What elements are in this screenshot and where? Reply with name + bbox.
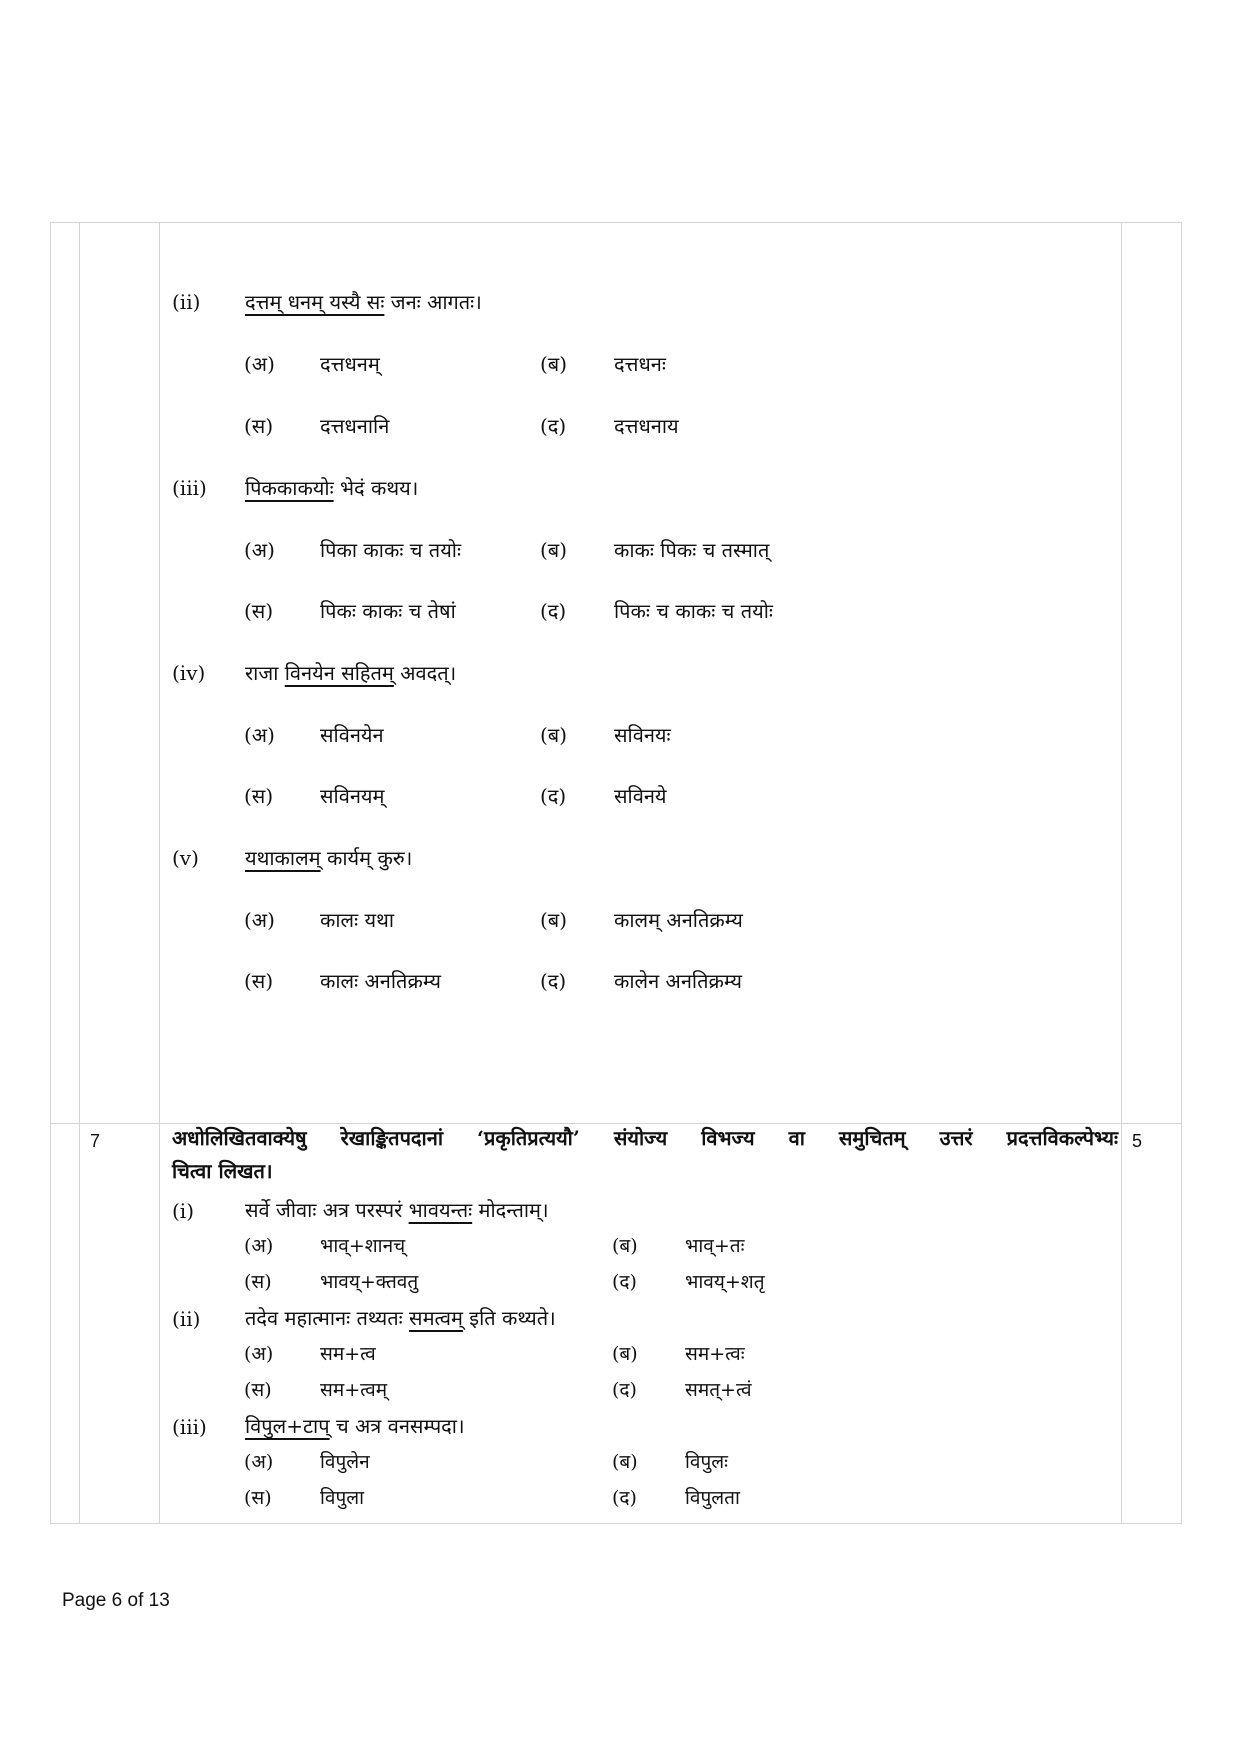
- page-number: Page 6 of 13: [62, 1590, 170, 1611]
- q6-item-sentence: दत्तम् धनम् यस्यै सः जनः आगतः।: [245, 290, 482, 314]
- option-label: (ब): [612, 1343, 638, 1365]
- option-text: सविनयेन: [320, 723, 384, 747]
- option-text: सम+त्व: [320, 1343, 376, 1365]
- option-text: भाव्+तः: [685, 1235, 745, 1257]
- q6-item-number: (v): [172, 846, 199, 870]
- option-label: (ब): [540, 908, 568, 932]
- option-text: सम+त्वः: [685, 1343, 745, 1365]
- option-label: (अ): [244, 1451, 274, 1473]
- option-label: (स): [244, 784, 274, 808]
- q6-item-number: (iii): [172, 476, 207, 500]
- option-text: सविनयः: [614, 723, 671, 747]
- option-text: काकः पिकः च तस्मात्: [614, 538, 770, 562]
- q7-item-number: (iii): [172, 1415, 207, 1439]
- option-text: कालेन अनतिक्रम्य: [614, 969, 742, 993]
- q7-item-sentence: तदेव महात्मानः तथ्यतः समत्वम् इति कथ्यते।: [245, 1306, 556, 1330]
- underlined-word: यथाकालम्: [245, 846, 321, 870]
- underlined-word: समत्वम्: [409, 1306, 463, 1330]
- q7-item-number: (i): [172, 1199, 195, 1223]
- option-label: (अ): [244, 352, 275, 376]
- option-label: (द): [540, 414, 567, 438]
- option-label: (ब): [540, 538, 568, 562]
- q6-item-sentence: राजा विनयेन सहितम् अवदत्।: [245, 661, 457, 685]
- option-label: (ब): [612, 1235, 638, 1257]
- underlined-word: भावयन्तः: [408, 1198, 473, 1222]
- option-text: पिका काकः च तयोः: [320, 538, 462, 562]
- option-text: सविनये: [614, 784, 667, 808]
- underlined-word: दत्तम् धनम् यस्यै सः: [245, 290, 385, 314]
- option-label: (ब): [612, 1451, 638, 1473]
- question-number: 7: [90, 1131, 101, 1151]
- q6-item-number: (iv): [172, 661, 206, 685]
- option-label: (स): [244, 969, 274, 993]
- option-text: पिकः च काकः च तयोः: [614, 599, 773, 623]
- option-label: (अ): [244, 538, 275, 562]
- q6-item-sentence: यथाकालम् कार्यम् कुरु।: [245, 846, 413, 870]
- option-text: विपुला: [320, 1487, 365, 1509]
- q7-item-number: (ii): [172, 1307, 201, 1331]
- question-marks: 5: [1132, 1131, 1143, 1151]
- option-text: विपुलेन: [320, 1451, 370, 1473]
- option-text: दत्तधनः: [614, 352, 666, 376]
- option-label: (ब): [540, 723, 568, 747]
- option-text: कालः अनतिक्रम्य: [320, 969, 441, 993]
- option-label: (स): [244, 1487, 272, 1509]
- q6-item-number: (ii): [172, 290, 201, 314]
- option-text: भाव्+शानच्: [320, 1235, 406, 1257]
- option-label: (अ): [244, 1343, 274, 1365]
- q6-item-sentence: पिककाकयोः भेदं कथय।: [245, 476, 419, 500]
- option-text: विपुलः: [685, 1451, 728, 1473]
- option-text: कालः यथा: [320, 908, 395, 932]
- option-label: (द): [540, 599, 567, 623]
- option-label: (द): [540, 784, 567, 808]
- q7-item-sentence: सर्वे जीवाः अत्र परस्परं भावयन्तः मोदन्ताम्।: [245, 1198, 549, 1222]
- table-divider: [79, 222, 80, 1524]
- option-label: (स): [244, 414, 274, 438]
- option-label: (ब): [540, 352, 568, 376]
- option-label: (द): [540, 969, 567, 993]
- table-divider: [1121, 222, 1122, 1524]
- option-text: पिकः काकः च तेषां: [320, 599, 456, 623]
- q7-item-sentence: विपुल+टाप् च अत्र वनसम्पदा।: [245, 1414, 465, 1438]
- option-label: (स): [244, 1379, 272, 1401]
- underlined-word: विनयेन सहितम्: [284, 661, 394, 685]
- option-label: (अ): [244, 908, 275, 932]
- option-text: सविनयम्: [320, 784, 385, 808]
- option-label: (द): [612, 1271, 637, 1293]
- option-label: (स): [244, 1271, 272, 1293]
- option-text: दत्तधनाय: [614, 414, 679, 438]
- option-label: (स): [244, 599, 274, 623]
- option-text: समत्+त्वं: [685, 1379, 752, 1401]
- option-text: दत्तधनानि: [320, 414, 390, 438]
- option-text: दत्तधनम्: [320, 352, 380, 376]
- option-label: (अ): [244, 1235, 274, 1257]
- option-text: भावय्+क्तवतु: [320, 1271, 419, 1293]
- option-text: कालम् अनतिक्रम्य: [614, 908, 743, 932]
- question-instruction: अधोलिखितवाक्येषु रेखाङ्कितपदानां ‘प्रकृतिप्रत्ययौ’ संयोज्य विभज्य वा समुचितम् उत्तरं प्रदत्तविकल्पेभ्यः: [172, 1126, 1118, 1150]
- option-text: विपुलता: [685, 1487, 740, 1509]
- option-text: भावय्+शतृ: [685, 1271, 765, 1293]
- option-label: (अ): [244, 723, 275, 747]
- option-text: सम+त्वम्: [320, 1379, 388, 1401]
- option-label: (द): [612, 1487, 637, 1509]
- underlined-word: पिककाकयोः: [245, 476, 334, 500]
- underlined-word: विपुल+टाप्: [245, 1414, 330, 1438]
- question-instruction-cont: चित्वा लिखत।: [172, 1159, 273, 1183]
- table-divider: [159, 222, 160, 1524]
- option-label: (द): [612, 1379, 637, 1401]
